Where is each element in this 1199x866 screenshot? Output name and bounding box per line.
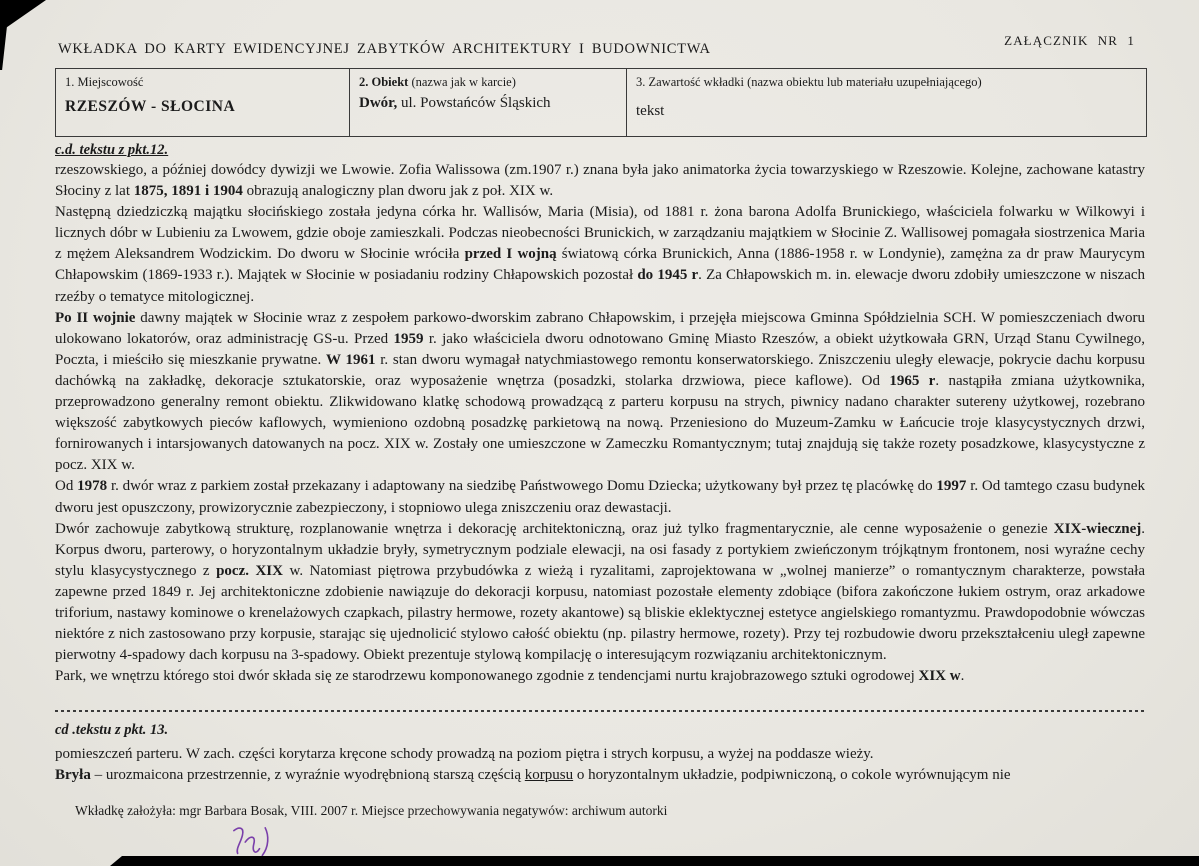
- field-miejscowosc: [56, 69, 350, 136]
- scan-artifact-left-edge: [0, 26, 7, 70]
- section-13-continuation: [55, 710, 1145, 821]
- field-zawartosc-wkladki-label: 3. Zawartość wkładki (nazwa obiektu lub materiału uzupełniającego): [636, 75, 982, 89]
- section-12-heading: c.d. tekstu z pkt.12.: [55, 142, 169, 158]
- paragraph: pomieszczeń parteru. W zach. części korytarza kręcone schody prowadzą na poziom piętra i strych korpusu, a wyżej na poddasze wieży.: [55, 746, 874, 762]
- document-title: WKŁADKA DO KARTY EWIDENCYJNEJ ZABYTKÓW ARCHITEKTURY I BUDOWNICTWA: [58, 41, 711, 57]
- paragraph-bryla: Bryła – urozmaicona przestrzennie, z wyraźnie wyodrębnioną starszą częścią korpusu o horyzontalnym układzie, podpiwniczoną, o cokole wyrównującym nie: [55, 767, 1011, 783]
- section-12-continuation: [55, 141, 1145, 687]
- field-miejscowosc-value: RZESZÓW - SŁOCINA: [65, 98, 236, 115]
- paragraph: Następną dziedziczką majątku słocińskiego została jedyna córka hr. Wallisów, Maria (Misia), od 1881 r. żona barona Adolfa Brunickiego, właściciela folwarku w Wilkowyi i licznych dóbr w Lubieniu za Lwowem, gdzie oboje zamieszkali. Podczas nieobecności Brunickich, w zarządzaniu majątkiem w Słocinie Z. Wallisowej pomagała siostrzenica Maria z mężem Aleksandrem Wodzickim. Do dworu w Słocinie wróciła przed I wojną światową córka Brunickich, Anna (1886-1958 r. w Londynie), zamężna za dr praw Maurycym Chłapowskim (1869-1933 r.). Majątek w Słocinie w posiadaniu rodziny Chłapowskich pozostał do 1945 r. Za Chłapowskich m. in. elewacje dworu zdobiły umieszczone w niszach rzeźby o tematyce mitologicznej.: [55, 204, 1146, 305]
- paragraph: Park, we wnętrzu którego stoi dwór składa się ze starodrzewu komponowanego zgodnie z tendencjami nurtu krajobrazowego sztuki ogrodowej XIX w.: [55, 668, 965, 685]
- section-13-heading: cd .tekstu z pkt. 13.: [55, 722, 169, 738]
- field-miejscowosc-label: 1. Miejscowość: [65, 75, 144, 89]
- field-zawartosc-wkladki: [627, 69, 1146, 136]
- footer-note: Wkładkę założyła: mgr Barbara Bosak, VIII. 2007 r. Miejsce przechowywania negatywów: archiwum autorki: [75, 803, 668, 818]
- field-zawartosc-wkladki-value: tekst: [636, 103, 665, 119]
- scan-artifact-top-left-corner: [0, 0, 46, 32]
- paragraph: rzeszowskiego, a później dowódcy dywizji we Lwowie. Zofia Walissowa (zm.1907 r.) znana była jako animatorka życia towarzyskiego w Rzeszowie. Kolejne, zachowane katastry Słociny z lat 1875, 1891 i 1904 obrazują analogiczny plan dworu jak z poł. XIX w.: [55, 162, 1145, 200]
- paragraph: Po II wojnie dawny majątek w Słocinie wraz z zespołem parkowo-dworskim zabrano Chłapowskim, i przejęła miejscowa Gminna Spółdzielnia SCH. W pomieszczeniach dworu ulokowano lokatorów, oraz administrację GS-u. Przed 1959 r. jako właściciela dworu odnotowano Gminę Miasto Rzeszów, a obiekt użytkowała GRN, Urząd Stanu Cywilnego, Poczta, i mieściło się mieszkanie prywatne. W 1961 r. stan dworu wymagał natychmiastowego remontu konserwatorskiego. Zniszczeniu uległy elewacje, pokrycie dachu korpusu dachówką na zakładkę, dekoracje sztukatorskie, oraz wyposażenie wnętrza (posadzki, stolarka drzwiowa, piece kaflowe). Od 1965 r. nastąpiła zmiana użytkownika, przeprowadzono generalny remont obiektu. Zlikwidowano klatkę schodową prowadzącą z parteru korpusu na strych, piwnicy nadano charakter sutereny użytkowej, rozebrano większość zabytkowych pieców kaflowych, wymieniono ozdobną posadzkę parkietową na nową. Przeniesiono do Muzeum-Zamku w Łańcucie troje klasycystycznych drzwi, fornirowanych i intarsjowanych datowanych na pocz. XIX w. Zostały one umieszczone w Zameczku Romantycznym; tutaj znajdują się także rozety posadzkowe, klasycystyczne z pocz. XIX w.: [55, 309, 1146, 474]
- attachment-label: ZAŁĄCZNIK NR 1: [1004, 33, 1135, 48]
- scan-artifact-bottom-bar: [110, 856, 1199, 866]
- field-obiekt-value: Dwór, ul. Powstańców Śląskich: [359, 95, 551, 111]
- paragraph: Dwór zachowuje zabytkową strukturę, rozplanowanie wnętrza i dekorację architektoniczną, oraz już tylko fragmentarycznie, ale cenne wyposażenie o genezie XIX-wiecznej. Korpus dworu, parterowy, o horyzontalnym układzie bryły, symetrycznym podziale elewacji, na osi fasady z portykiem zwieńczonym trójkątnym frontonem, nosi wyraźne cechy stylu klasycystycznego z pocz. XIX w. Natomiast piętrowa przybudówka z wieżą i ryzalitami, zaprojektowana w „wolnej manierze” o romantycznym charakterze, powstała zapewne przed 1849 r. Jej architektoniczne zdobienie nawiązuje do dekoracji korpusu, natomiast pozostałe elementy zdobiące (bifora zakończone łukiem ostrym, oraz arkadowe triforium, nastawy kominowe o krenelażowych czapkach, pilastry hermowe, rozety akantowe) są bliskie eklektycznej estetyce angielskiego romantyzmu. Prawdopodobnie wówczas niektóre z nich zastosowano przy korpusie, starając się ujednolicić stylowo całość obiektu (np. pilastry hermowe, rozety). Przy tej rozbudowie dworu przekształceniu uległ zapewne pierwotny 4-spadowy dach korpusu na 3-spadowy. Obiekt prezentuje stylową kompilację o interesującym rozwiązaniu architektonicznym.: [55, 520, 1145, 664]
- field-obiekt-label: 2. Obiekt (nazwa jak w karcie): [359, 75, 516, 89]
- dashed-separator: [55, 710, 1145, 712]
- paragraph: Od 1978 r. dwór wraz z parkiem został przekazany i adaptowany na siedzibę Państwowego Domu Dziecka; użytkowany był przez tę placówkę do 1997 r. Od tamtego czasu budynek dworu jest opuszczony, prowizorycznie zabezpieczony, i stopniowo ulega zniszczeniu oraz dewastacji.: [55, 478, 1145, 516]
- header-table: [55, 68, 1147, 137]
- field-obiekt: [350, 69, 627, 136]
